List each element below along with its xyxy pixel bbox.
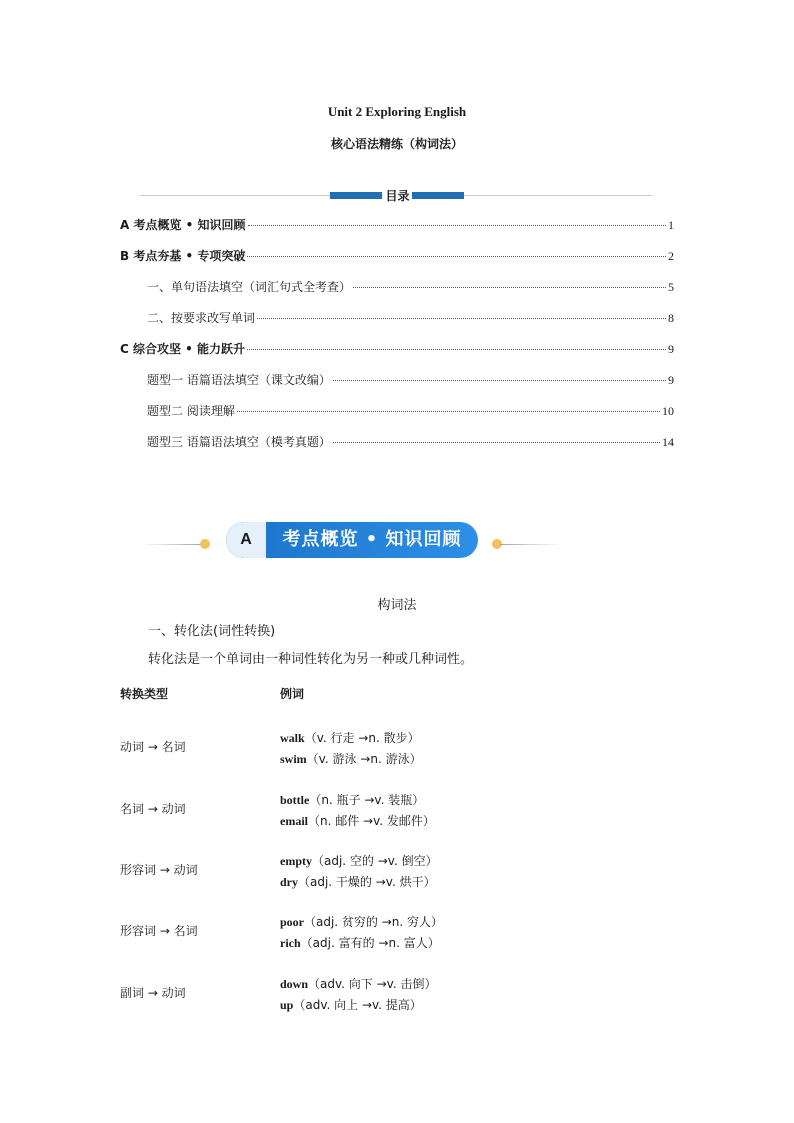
example-gloss: （v. 游泳 →n. 游泳） <box>306 752 422 766</box>
banner-pill <box>226 522 478 558</box>
example-word: walk <box>280 731 305 745</box>
toc-item-page: 2 <box>668 249 674 263</box>
examples-cell <box>280 728 422 770</box>
example-line <box>280 872 438 893</box>
example-gloss: （adv. 向下 →v. 击倒） <box>308 977 437 991</box>
example-line <box>280 749 422 770</box>
example-line <box>280 790 435 811</box>
example-word: email <box>280 814 308 828</box>
example-gloss: （adj. 富有的 →n. 富人） <box>300 936 440 950</box>
toc-item-text: B 考点夯基 • 专项突破 <box>120 249 246 263</box>
toc-item[interactable] <box>120 309 674 340</box>
toc-item-page: 14 <box>662 435 674 449</box>
conversion-type: 形容词 → 动词 <box>120 863 198 877</box>
toc-item-text: 题型二 阅读理解 <box>147 404 235 418</box>
example-word: bottle <box>280 793 310 807</box>
table-header-type: 转换类型 <box>120 687 169 701</box>
example-gloss: （adj. 干燥的 →v. 烘干） <box>298 875 436 889</box>
example-line <box>280 851 438 872</box>
toc-item-page: 9 <box>668 373 674 387</box>
toc-leader-dots <box>247 256 666 257</box>
table-row <box>120 847 640 891</box>
toc-item[interactable] <box>120 247 674 278</box>
toc-item[interactable] <box>120 402 674 433</box>
toc-item-page: 10 <box>662 404 674 418</box>
examples-cell <box>280 851 438 893</box>
banner-letter: A <box>226 522 266 558</box>
example-line <box>280 728 422 749</box>
toc-item[interactable] <box>120 216 674 247</box>
conversion-type: 动词 → 名词 <box>120 740 186 754</box>
toc-item-page: 8 <box>668 311 674 325</box>
toc-item[interactable] <box>120 340 674 371</box>
toc-item[interactable] <box>120 433 674 464</box>
toc-leader-dots <box>353 287 666 288</box>
example-word: rich <box>280 936 301 950</box>
table-header-examples: 例词 <box>280 687 305 701</box>
document-title: Unit 2 Exploring English <box>327 104 467 119</box>
section-description: 转化法是一个单词由一种词性转化为另一种或几种词性。 <box>148 652 474 667</box>
example-word: poor <box>280 915 304 929</box>
toc-item[interactable] <box>120 371 674 402</box>
toc-bar-left <box>330 192 382 199</box>
section-subhead: 一、转化法(词性转换) <box>148 624 276 639</box>
banner-line-right <box>500 544 562 545</box>
example-gloss: （n. 瓶子 →v. 装瓶） <box>309 793 425 807</box>
example-word: up <box>280 998 294 1012</box>
example-gloss: （adj. 空的 →v. 倒空） <box>312 854 438 868</box>
banner-heading: 考点概览 • 知识回顾 <box>282 529 462 550</box>
toc-leader-dots <box>247 349 666 350</box>
toc-item-text: A 考点概览 • 知识回顾 <box>120 218 246 232</box>
toc-item[interactable] <box>120 278 674 309</box>
examples-cell <box>280 974 436 1016</box>
examples-cell <box>280 790 435 832</box>
example-gloss: （adv. 向上 →v. 提高） <box>293 998 422 1012</box>
toc-item-page: 5 <box>668 280 674 294</box>
table-row <box>120 724 640 768</box>
table-row <box>120 908 640 952</box>
example-line <box>280 995 436 1016</box>
banner-line-left <box>140 544 202 545</box>
toc-item-page: 1 <box>668 218 674 232</box>
conversion-type: 形容词 → 名词 <box>120 924 198 938</box>
example-gloss: （adj. 贫穷的 →n. 穷人） <box>304 915 444 929</box>
toc-label: 目录 <box>383 187 412 204</box>
example-word: empty <box>280 854 312 868</box>
example-line <box>280 933 443 954</box>
conversion-type: 名词 → 动词 <box>120 802 186 816</box>
example-line <box>280 974 436 995</box>
section-banner <box>130 520 570 562</box>
toc-item-text: 题型一 语篇语法填空（课文改编） <box>147 373 331 387</box>
examples-cell <box>280 912 443 954</box>
example-word: swim <box>280 752 307 766</box>
toc-item-text: 一、单句语法填空（词汇句式全考查） <box>147 280 352 294</box>
toc-item-text: 题型三 语篇语法填空（模考真题） <box>147 435 331 449</box>
toc-leader-dots <box>237 411 660 412</box>
toc-item-text: C 综合攻坚 • 能力跃升 <box>120 342 246 356</box>
toc-leader-dots <box>257 318 666 319</box>
toc-header <box>140 186 652 204</box>
example-line <box>280 912 443 933</box>
table-row <box>120 786 640 830</box>
toc-bar-right <box>412 192 464 199</box>
banner-dot-left-icon <box>200 539 210 549</box>
example-line <box>280 811 435 832</box>
conversion-type: 副词 → 动词 <box>120 986 186 1000</box>
section-title: 构词法 <box>377 598 417 613</box>
toc-leader-dots <box>333 380 666 381</box>
toc-item-page: 9 <box>668 342 674 356</box>
toc-leader-dots <box>333 442 660 443</box>
toc-item-text: 二、按要求改写单词 <box>147 311 256 325</box>
table-row <box>120 970 640 1014</box>
document-subtitle: 核心语法精练（构词法） <box>330 137 463 151</box>
example-word: dry <box>280 875 298 889</box>
example-gloss: （v. 行走 →n. 散步） <box>304 731 420 745</box>
example-gloss: （n. 邮件 →v. 发邮件） <box>308 814 435 828</box>
example-word: down <box>280 977 309 991</box>
table-of-contents <box>120 216 674 464</box>
toc-leader-dots <box>248 225 667 226</box>
